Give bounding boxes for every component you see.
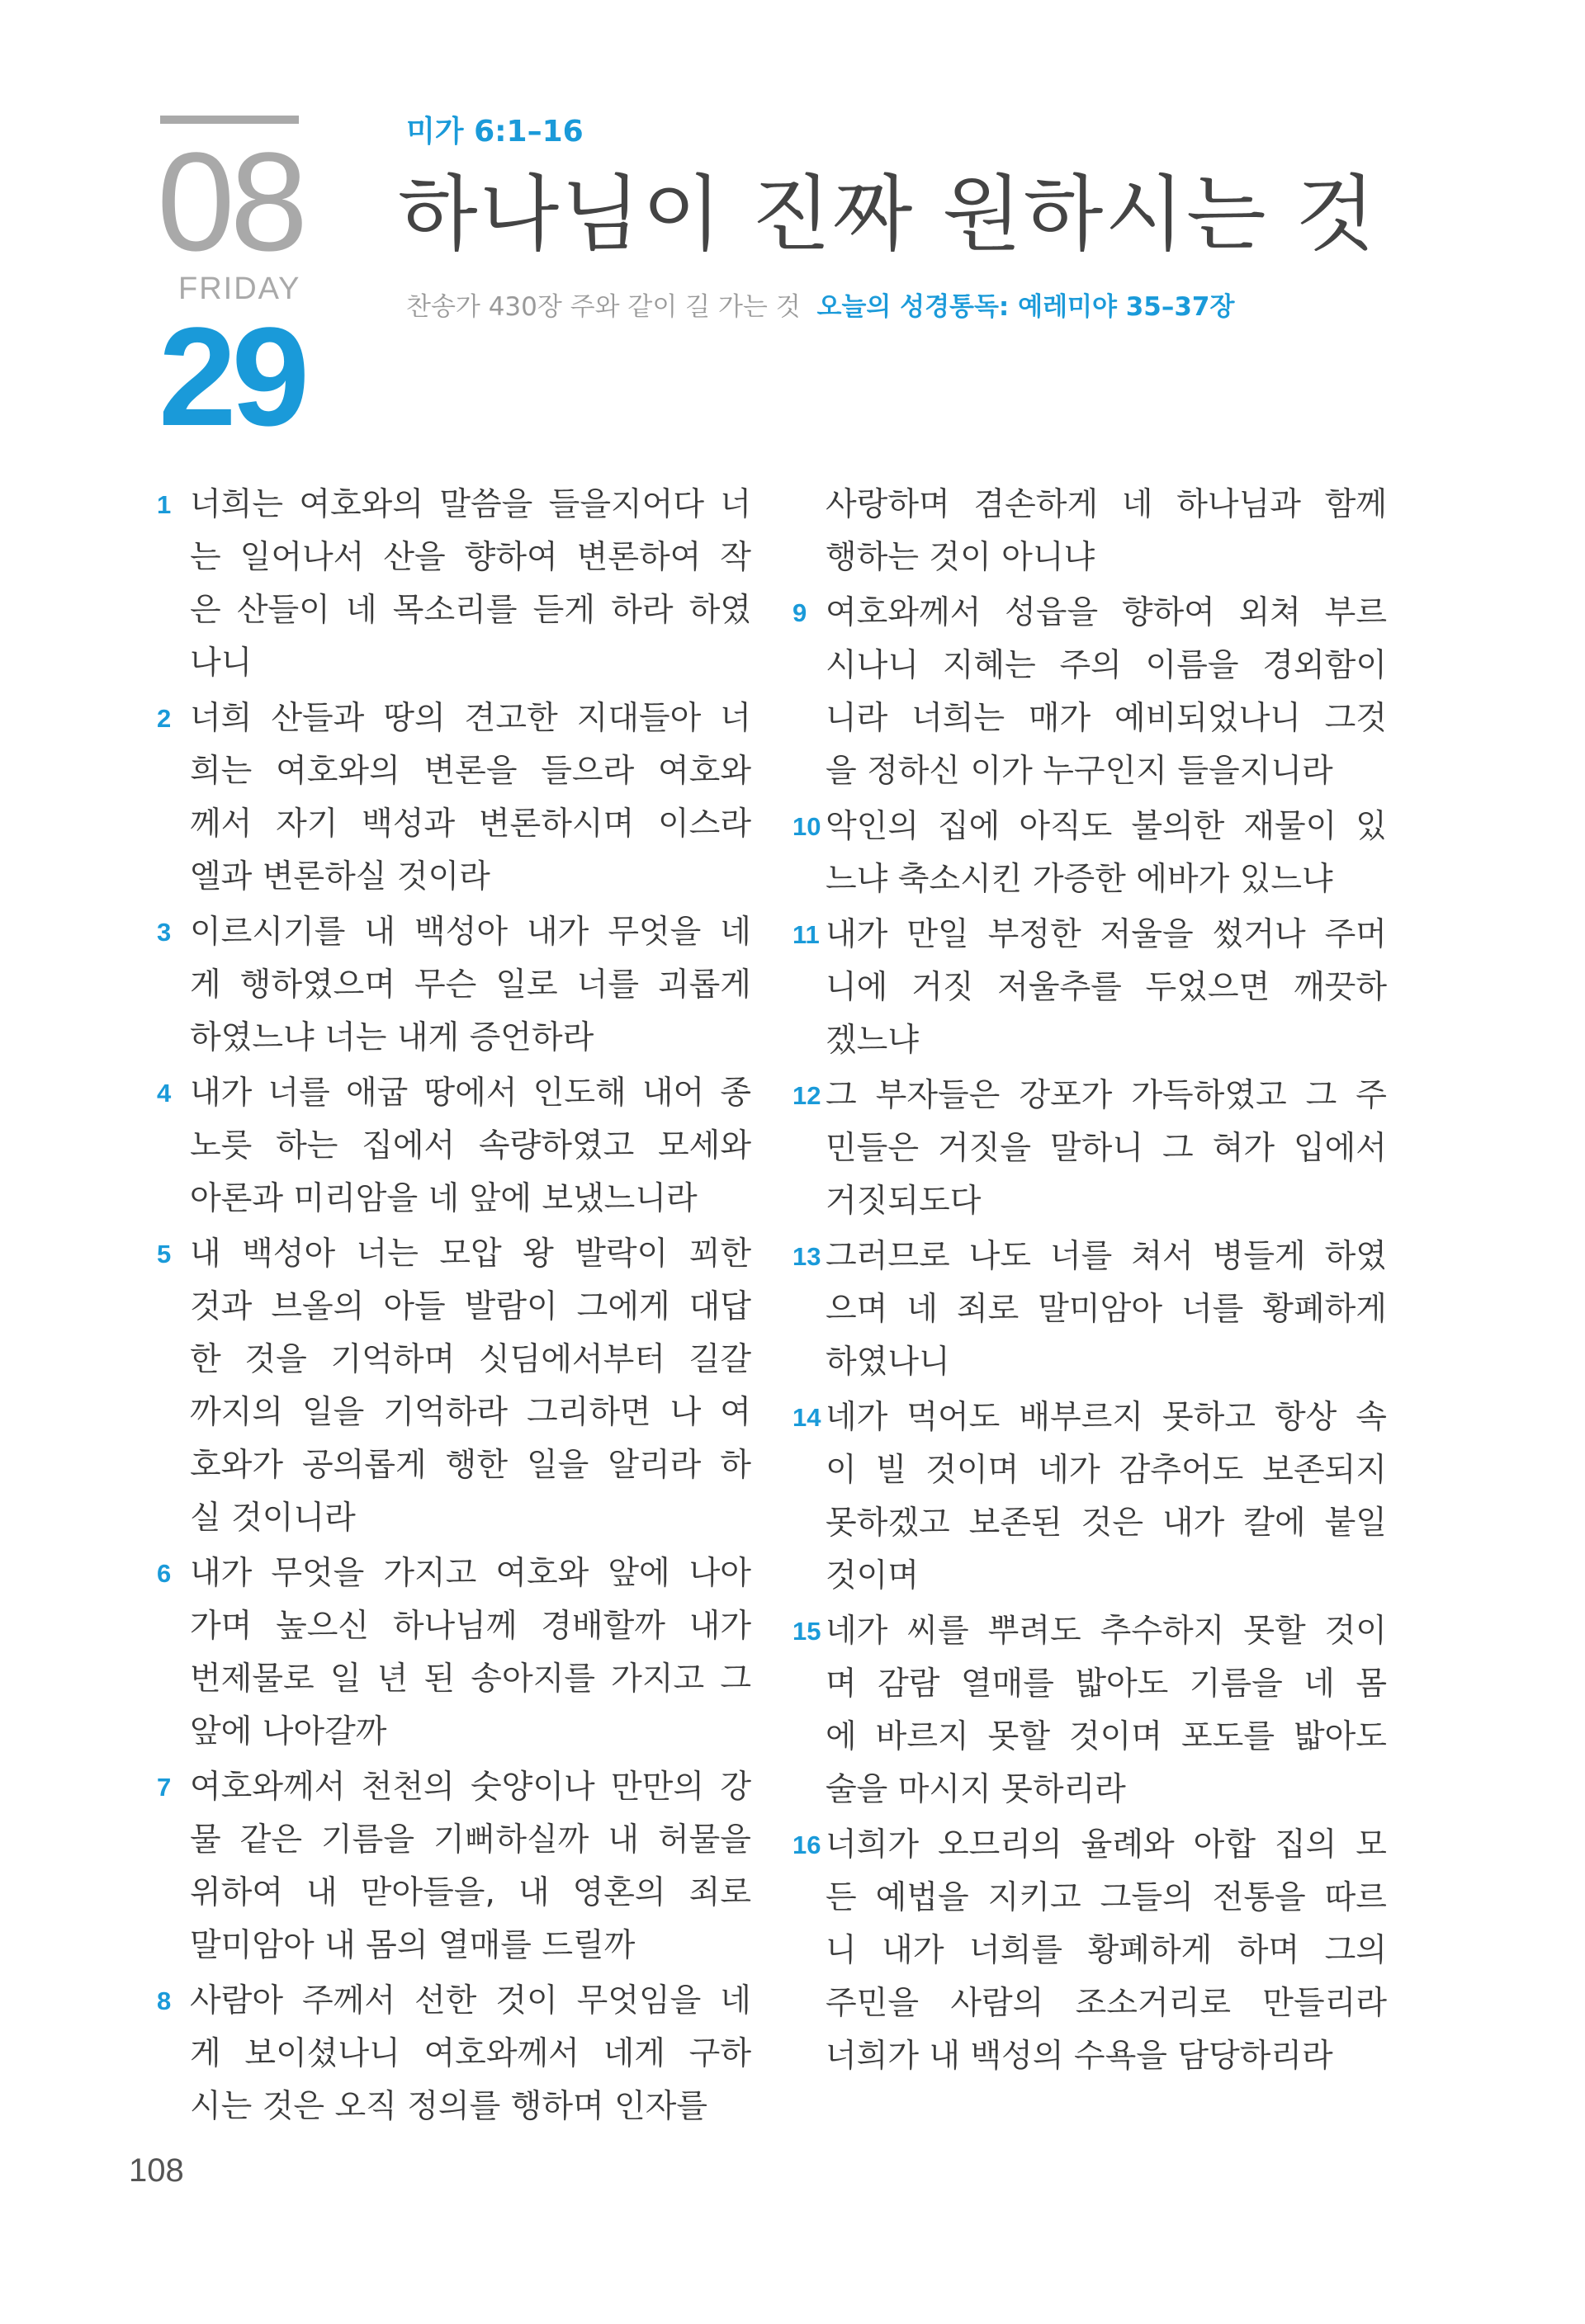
verse-number: 11 (792, 920, 820, 949)
verse-line: 하였나니 (826, 1344, 950, 1381)
verse-line: 가며 높으신 하나님께 경배할까 내가 (190, 1608, 751, 1645)
verse-line: 것이며 (826, 1557, 920, 1594)
date-day: 29 (158, 299, 305, 456)
verse-line: 말미암아 내 몸의 열매를 드릴까 (190, 1927, 636, 1964)
verse-line: 는 일어나서 산을 향하여 변론하여 작 (190, 539, 751, 576)
verse-line: 물 같은 기름을 기뻐하실까 내 허물을 (190, 1821, 751, 1859)
verse-line: 호와가 공의롭게 행한 일을 알리라 하 (190, 1447, 751, 1484)
verse-number: 12 (792, 1081, 821, 1110)
verse-text (826, 1391, 1387, 1603)
verse-text (826, 801, 1387, 906)
verse-number: 4 (157, 1079, 172, 1108)
verse-line: 사랑하며 겸손하게 네 하나님과 함께 (826, 486, 1387, 523)
page-number: 108 (129, 2152, 184, 2189)
verse-line: 행하는 것이 아니냐 (826, 539, 1095, 576)
verse-line: 술을 마시지 못하리라 (826, 1771, 1126, 1808)
verse-line: 까지의 일을 기억하라 그리하면 나 여 (190, 1394, 751, 1431)
verse-line: 을 정하신 이가 누구인지 들을지니라 (826, 753, 1333, 790)
verse-text (826, 1070, 1387, 1228)
verse-line: 내가 만일 부정한 저울을 썼거나 주머 (826, 916, 1387, 953)
verse-line: 노릇 하는 집에서 속량하였고 모세와 (190, 1127, 751, 1164)
verse (792, 1391, 1387, 1603)
verse-text (190, 692, 751, 904)
verse-number: 3 (157, 918, 172, 947)
verse-number: 10 (792, 812, 821, 841)
verse-line: 너희가 내 백성의 수욕을 담당하리라 (826, 2038, 1333, 2075)
verse-text (826, 1605, 1387, 1816)
verse-line: 나니 (190, 645, 253, 682)
verse-line: 내가 너를 애굽 땅에서 인도해 내어 종 (190, 1075, 751, 1112)
verse (157, 906, 751, 1065)
date-month: 08 (157, 124, 304, 281)
verse-line: 네가 먹어도 배부르지 못하고 항상 속 (826, 1399, 1387, 1436)
verse-line: 든 예법을 지키고 그들의 전통을 따르 (826, 1879, 1387, 1916)
verse-number: 14 (792, 1403, 821, 1432)
verse (792, 1605, 1387, 1816)
left-column (157, 479, 751, 2136)
verse-number: 15 (792, 1617, 821, 1646)
verse-line: 주민을 사람의 조소거리로 만들리라 (826, 1985, 1387, 2022)
verse-line: 그 부자들은 강포가 가득하였고 그 주 (826, 1077, 1387, 1114)
verse-number: 2 (157, 704, 172, 733)
verse (792, 801, 1387, 906)
verse (157, 1975, 751, 2133)
verse-text (190, 479, 751, 690)
verse (792, 1070, 1387, 1228)
verse (157, 479, 751, 690)
verse-number: 13 (792, 1242, 821, 1271)
verse-line: 은 산들이 네 목소리를 듣게 하라 하였 (190, 592, 751, 629)
verse (157, 1228, 751, 1545)
verse-line: 겠느냐 (826, 1022, 920, 1059)
verse (792, 479, 1387, 584)
verse (792, 1230, 1387, 1389)
right-column (792, 479, 1387, 2085)
verse-text (190, 1975, 751, 2133)
verse-line: 느냐 축소시킨 가증한 에바가 있느냐 (826, 861, 1333, 898)
verse-line: 그러므로 나도 너를 쳐서 병들게 하였 (826, 1238, 1387, 1275)
verse-line: 시나니 지혜는 주의 이름을 경외함이 (826, 647, 1387, 684)
verse-number: 8 (157, 1986, 172, 2015)
verse-line: 너희가 오므리의 율례와 아합 집의 모 (826, 1826, 1387, 1863)
verse (792, 909, 1387, 1067)
verse-line: 하였느냐 너는 내게 증언하라 (190, 1019, 594, 1056)
verse (792, 587, 1387, 798)
scripture-reference: 미가 6:1–16 (406, 115, 584, 149)
verse-number: 5 (157, 1240, 172, 1268)
verse-line: 시는 것은 오직 정의를 행하며 인자를 (190, 2088, 708, 2125)
verse-line: 것과 브올의 아들 발람이 그에게 대답 (190, 1288, 751, 1325)
verse-text (826, 909, 1387, 1067)
subtitle-line (406, 290, 1234, 324)
verse-line: 여호와께서 성읍을 향하여 외쳐 부르 (826, 594, 1387, 631)
verse-line: 한 것을 기억하며 싯딤에서부터 길갈 (190, 1341, 751, 1378)
verse-text (826, 587, 1387, 798)
verse-line: 게 행하였으며 무슨 일로 너를 괴롭게 (190, 966, 751, 1004)
verse (157, 1067, 751, 1226)
page-title: 하나님이 진짜 원하시는 것 (398, 166, 1377, 262)
verse-line: 여호와께서 천천의 숫양이나 만만의 강 (190, 1769, 751, 1806)
verse-text (826, 1819, 1387, 2083)
verse-line: 으며 네 죄로 말미암아 너를 황폐하게 (826, 1291, 1387, 1328)
verse-line: 니 내가 너희를 황폐하게 하며 그의 (826, 1932, 1387, 1969)
verse-line: 거짓되도다 (826, 1183, 982, 1220)
verse-number: 1 (157, 490, 172, 519)
verse-text (190, 1228, 751, 1545)
verse-line: 너희 산들과 땅의 견고한 지대들아 너 (190, 700, 751, 737)
verse-text (826, 479, 1387, 584)
verse-line: 니라 너희는 매가 예비되었나니 그것 (826, 700, 1387, 737)
verse-line: 희는 여호와의 변론을 들으라 여호와 (190, 753, 751, 790)
verse-number: 6 (157, 1559, 172, 1588)
verse-line: 위하여 내 맏아들을, 내 영혼의 죄로 (190, 1874, 751, 1911)
verse-line: 내 백성아 너는 모압 왕 발락이 꾀한 (190, 1235, 751, 1273)
verse-text (826, 1230, 1387, 1389)
verse-text (190, 906, 751, 1065)
verse-line: 민들은 거짓을 말하니 그 혀가 입에서 (826, 1130, 1387, 1167)
verse-line: 못하겠고 보존된 것은 내가 칼에 붙일 (826, 1504, 1387, 1542)
verse-line: 앞에 나아갈까 (190, 1713, 387, 1750)
date-rule (160, 116, 299, 124)
verse-line: 사람아 주께서 선한 것이 무엇임을 네 (190, 1982, 751, 2019)
verse-line: 게 보이셨나니 여호와께서 네게 구하 (190, 2035, 751, 2072)
verse-line: 아론과 미리암을 네 앞에 보냈느니라 (190, 1180, 698, 1217)
verse-text (190, 1547, 751, 1759)
verse-line: 번제물로 일 년 된 송아지를 가지고 그 (190, 1660, 751, 1698)
verse-line: 이 빌 것이며 네가 감추어도 보존되지 (826, 1452, 1387, 1489)
verse-number: 7 (157, 1773, 172, 1802)
verse-number: 9 (792, 598, 807, 627)
verse-line: 엘과 변론하실 것이라 (190, 858, 490, 895)
verse-line: 니에 거짓 저울추를 두었으면 깨끗하 (826, 969, 1387, 1006)
hymn-info: 찬송가 430장 주와 같이 길 가는 것 (406, 292, 801, 322)
verse-line: 실 것이니라 (190, 1500, 356, 1537)
verse-number: 16 (792, 1830, 821, 1859)
verse-line: 이르시기를 내 백성아 내가 무엇을 네 (190, 914, 751, 951)
verse-line: 며 감람 열매를 밟아도 기름을 네 몸 (826, 1665, 1387, 1703)
date-weekday: FRIDAY (178, 272, 301, 306)
verse-line: 네가 씨를 뿌려도 추수하지 못할 것이 (826, 1613, 1387, 1650)
verse (157, 1547, 751, 1759)
verse-line: 악인의 집에 아직도 불의한 재물이 있 (826, 808, 1387, 845)
verse (157, 1761, 751, 1972)
verse-line: 에 바르지 못할 것이며 포도를 밟아도 (826, 1718, 1387, 1755)
verse (792, 1819, 1387, 2083)
verse-line: 께서 자기 백성과 변론하시며 이스라 (190, 805, 751, 843)
verse (157, 692, 751, 904)
reading-plan: 오늘의 성경통독: 예레미야 35–37장 (816, 292, 1235, 322)
verse-text (190, 1067, 751, 1226)
verse-line: 내가 무엇을 가지고 여호와 앞에 나아 (190, 1555, 751, 1592)
verse-text (190, 1761, 751, 1972)
verse-line: 너희는 여호와의 말씀을 들을지어다 너 (190, 486, 751, 523)
